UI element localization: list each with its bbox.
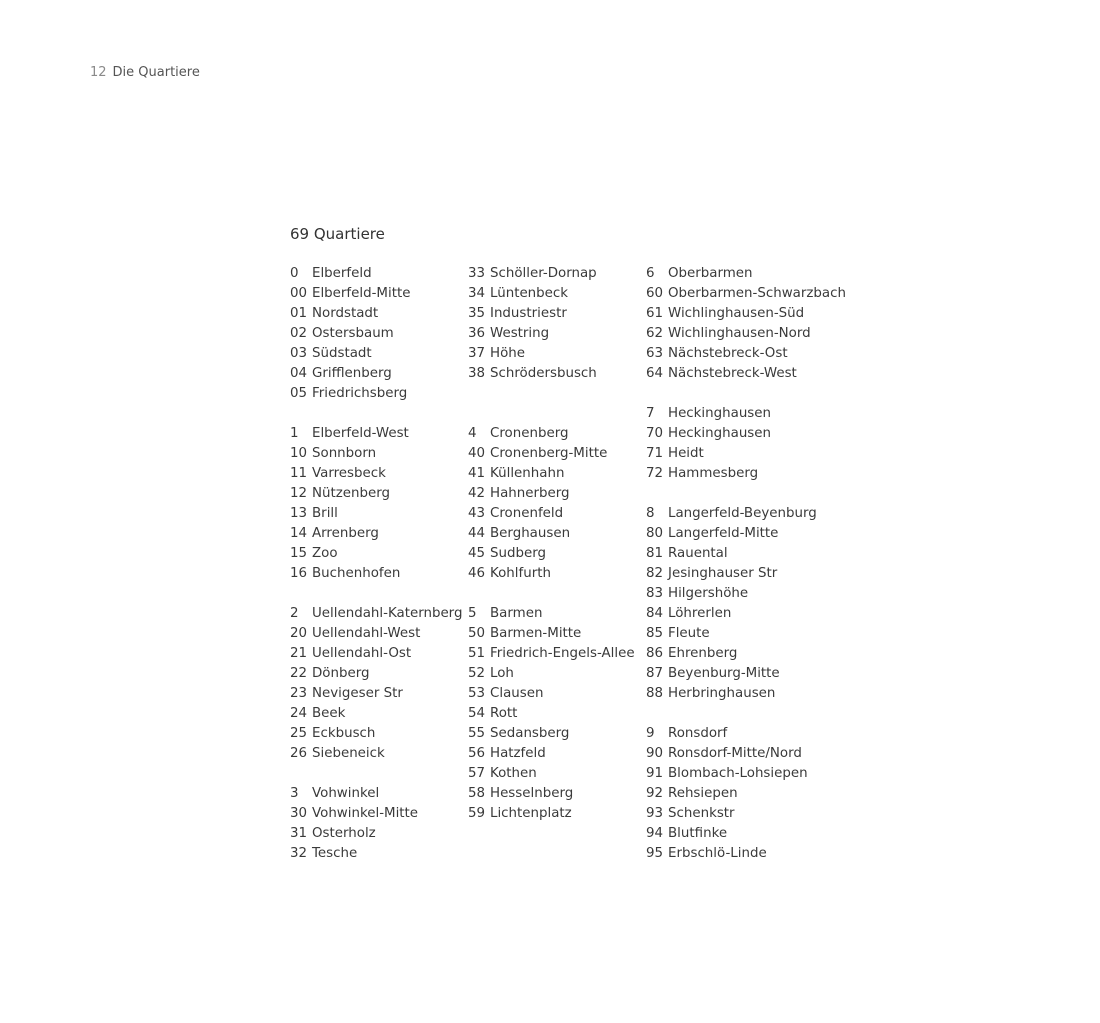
quarter-name: Westring: [490, 326, 550, 341]
quarter-row: [290, 624, 462, 644]
quarter-number: 60: [646, 286, 664, 301]
quarter-number: 36: [468, 326, 486, 341]
quarter-number: 31: [290, 826, 308, 841]
quarter-name: Hahnerberg: [490, 486, 570, 501]
quarter-number: 91: [646, 766, 664, 781]
quarter-row: [290, 844, 462, 864]
quarter-row: [468, 704, 635, 724]
quarter-number: 92: [646, 786, 664, 801]
quarter-number: 04: [290, 366, 308, 381]
quarter-number: 80: [646, 526, 664, 541]
quarter-number: 95: [646, 846, 664, 861]
quarter-number: 26: [290, 746, 308, 761]
quarter-row: [468, 544, 635, 564]
quarter-group: [646, 264, 846, 384]
quarter-number: 56: [468, 746, 486, 761]
quarter-number: 88: [646, 686, 664, 701]
quarter-number: 58: [468, 786, 486, 801]
quarter-number: 51: [468, 646, 486, 661]
quarter-name: Hesselnberg: [490, 786, 574, 801]
quarter-row: [290, 604, 462, 624]
quarter-row: [290, 784, 462, 804]
quarter-number: 81: [646, 546, 664, 561]
quarter-name: Sedansberg: [490, 726, 570, 741]
quarter-name: Vohwinkel-Mitte: [312, 806, 419, 821]
quarter-name: Südstadt: [312, 346, 372, 361]
quarter-row: [290, 564, 462, 584]
quarter-number: 33: [468, 266, 486, 281]
quarter-name: Nächstebreck-Ost: [668, 346, 788, 361]
quarter-row: [468, 764, 635, 784]
quarter-number: 46: [468, 566, 486, 581]
quarter-row: [290, 744, 462, 764]
quarter-column-2: [468, 264, 635, 844]
quarter-number: 84: [646, 606, 664, 621]
quarter-name: Elberfeld-Mitte: [312, 286, 411, 301]
quarter-name: Sonnborn: [312, 446, 377, 461]
quarter-name: Höhe: [490, 346, 525, 361]
quarter-number: 50: [468, 626, 486, 641]
quarter-name: Schöller-Dornap: [490, 266, 597, 281]
quarter-number: 85: [646, 626, 664, 641]
quarter-number: 63: [646, 346, 664, 361]
quarter-name: Oberbarmen-Schwarzbach: [668, 286, 846, 301]
quarter-row: [646, 804, 846, 824]
quarter-name: Eckbusch: [312, 726, 376, 741]
quarter-group: [468, 424, 635, 584]
quarter-name: Uellendahl-Katernberg: [312, 606, 463, 621]
quarter-row: [468, 744, 635, 764]
quarter-row: [468, 524, 635, 544]
quarter-number: 71: [646, 446, 664, 461]
quarter-number: 3: [290, 786, 299, 801]
quarter-row: [290, 284, 462, 304]
quarter-name: Kohlfurth: [490, 566, 551, 581]
quarter-row: [468, 644, 635, 664]
quarter-group: [646, 404, 846, 484]
quarter-number: 15: [290, 546, 308, 561]
quarter-name: Nächstebreck-West: [668, 366, 797, 381]
quarter-row: [290, 804, 462, 824]
quarter-row: [646, 644, 846, 664]
quarter-number: 1: [290, 426, 299, 441]
quarter-column-3: [646, 264, 846, 884]
quarter-row: [468, 304, 635, 324]
quarter-row: [468, 444, 635, 464]
quarter-name: Hatzfeld: [490, 746, 546, 761]
quarter-name: Herbringhausen: [668, 686, 776, 701]
quarter-number: 41: [468, 466, 486, 481]
quarter-row: [646, 344, 846, 364]
quarter-row: [290, 344, 462, 364]
quarter-name: Varresbeck: [312, 466, 386, 481]
quarter-name: Nordstadt: [312, 306, 379, 321]
quarter-name: Arrenberg: [312, 526, 379, 541]
quarter-name: Dönberg: [312, 666, 370, 681]
quarter-group: [290, 604, 462, 764]
quarter-name: Nützenberg: [312, 486, 391, 501]
quarter-group: [646, 504, 846, 704]
quarter-number: 12: [290, 486, 308, 501]
quarter-name: Cronenberg: [490, 426, 569, 441]
quarter-row: [468, 484, 635, 504]
quarter-number: 25: [290, 726, 308, 741]
quarter-name: Elberfeld: [312, 266, 372, 281]
quarter-row: [468, 784, 635, 804]
quarter-row: [290, 264, 462, 284]
quarter-name: Cronenfeld: [490, 506, 564, 521]
quarter-group: [290, 784, 462, 864]
quarter-name: Barmen: [490, 606, 543, 621]
quarter-number: 6: [646, 266, 655, 281]
quarter-number: 14: [290, 526, 308, 541]
quarter-number: 54: [468, 706, 486, 721]
quarter-name: Loh: [490, 666, 514, 681]
quarter-row: [646, 364, 846, 384]
quarter-name: Rehsiepen: [668, 786, 738, 801]
quarter-row: [646, 464, 846, 484]
quarter-row: [468, 604, 635, 624]
quarter-row: [646, 264, 846, 284]
quarter-number: 13: [290, 506, 308, 521]
quarter-number: 37: [468, 346, 486, 361]
quarter-row: [646, 844, 846, 864]
quarter-row: [468, 724, 635, 744]
quarter-row: [646, 284, 846, 304]
quarter-row: [646, 304, 846, 324]
quarter-number: 0: [290, 266, 299, 281]
quarter-row: [646, 604, 846, 624]
quarter-group: [646, 724, 846, 864]
quarter-number: 64: [646, 366, 664, 381]
quarter-name: Uellendahl-West: [312, 626, 421, 641]
quarter-number: 05: [290, 386, 308, 401]
quarter-row: [646, 524, 846, 544]
quarter-row: [646, 684, 846, 704]
quarter-row: [290, 684, 462, 704]
quarter-name: Beek: [312, 706, 346, 721]
quarter-row: [468, 664, 635, 684]
quarter-row: [646, 444, 846, 464]
quarter-name: Industriestr: [490, 306, 567, 321]
quarter-name: Berghausen: [490, 526, 571, 541]
quarter-name: Erbschlö-Linde: [668, 846, 767, 861]
quarter-name: Jesinghauser Str: [668, 566, 778, 581]
quarter-row: [290, 524, 462, 544]
quarter-number: 94: [646, 826, 664, 841]
quarter-name: Friedrich-Engels-Allee: [490, 646, 635, 661]
quarter-name: Barmen-Mitte: [490, 626, 582, 641]
quarter-number: 2: [290, 606, 299, 621]
quarter-number: 11: [290, 466, 308, 481]
quarter-row: [646, 664, 846, 684]
quarter-number: 70: [646, 426, 664, 441]
quarter-number: 55: [468, 726, 486, 741]
quarter-number: 21: [290, 646, 308, 661]
quarter-number: 22: [290, 666, 308, 681]
quarter-group: [468, 604, 635, 824]
quarter-number: 34: [468, 286, 486, 301]
section-title: Die Quartiere: [112, 65, 200, 80]
quarter-number: 90: [646, 746, 664, 761]
page-title: 69 Quartiere: [290, 225, 385, 243]
quarter-number: 23: [290, 686, 308, 701]
quarter-name: Heckinghausen: [668, 406, 772, 421]
quarter-row: [646, 824, 846, 844]
quarter-name: Kothen: [490, 766, 537, 781]
quarter-row: [290, 464, 462, 484]
quarter-row: [646, 324, 846, 344]
quarter-row: [290, 644, 462, 664]
quarter-row: [646, 564, 846, 584]
quarter-name: Vohwinkel: [312, 786, 380, 801]
quarter-row: [290, 304, 462, 324]
quarter-name: Beyenburg-Mitte: [668, 666, 780, 681]
quarter-number: 72: [646, 466, 664, 481]
quarter-row: [290, 364, 462, 384]
quarter-number: 43: [468, 506, 486, 521]
quarter-name: Elberfeld-West: [312, 426, 409, 441]
quarter-row: [646, 404, 846, 424]
quarter-name: Wichlinghausen-Süd: [668, 306, 805, 321]
page-number: 12: [90, 65, 107, 80]
quarter-number: [468, 384, 490, 404]
quarter-name: Fleute: [668, 626, 710, 641]
quarter-row: [468, 464, 635, 484]
quarter-name: Ostersbaum: [312, 326, 394, 341]
quarter-row: [646, 624, 846, 644]
quarter-row: [646, 724, 846, 744]
quarter-number: 03: [290, 346, 308, 361]
quarter-row: [646, 504, 846, 524]
quarter-row: [468, 264, 635, 284]
quarter-number: 10: [290, 446, 308, 461]
quarter-number: 59: [468, 806, 486, 821]
quarter-name: Löhrerlen: [668, 606, 732, 621]
quarter-number: 7: [646, 406, 655, 421]
quarter-name: Friedrichsberg: [312, 386, 408, 401]
quarter-row: [646, 424, 846, 444]
quarter-number: 83: [646, 586, 664, 601]
quarter-name: Brill: [312, 506, 338, 521]
quarter-row: [290, 824, 462, 844]
quarter-row: [468, 684, 635, 704]
quarter-name: Langerfeld-Mitte: [668, 526, 779, 541]
quarter-name: Lichtenplatz: [490, 806, 572, 821]
quarter-row: [290, 384, 462, 404]
quarter-name: Hammesberg: [668, 466, 759, 481]
quarter-number: 9: [646, 726, 655, 741]
quarter-name: Küllenhahn: [490, 466, 565, 481]
quarter-number: 8: [646, 506, 655, 521]
quarter-number: 52: [468, 666, 486, 681]
quarter-number: 24: [290, 706, 308, 721]
quarter-row: [646, 744, 846, 764]
quarter-row: [468, 344, 635, 364]
quarter-number: 16: [290, 566, 308, 581]
quarter-number: 53: [468, 686, 486, 701]
quarter-number: 87: [646, 666, 664, 681]
quarter-group: [290, 424, 462, 584]
running-head: [90, 65, 200, 80]
quarter-name: Nevigeser Str: [312, 686, 403, 701]
quarter-name: Sudberg: [490, 546, 546, 561]
quarter-name: Wichlinghausen-Nord: [668, 326, 811, 341]
quarter-name: Cronenberg-Mitte: [490, 446, 608, 461]
quarter-name: Lüntenbeck: [490, 286, 569, 301]
quarter-name: Siebeneick: [312, 746, 385, 761]
quarter-row: [468, 804, 635, 824]
quarter-name: Langerfeld-Beyenburg: [668, 506, 817, 521]
quarter-name: Heidt: [668, 446, 704, 461]
quarter-row: [468, 624, 635, 644]
quarter-name: Buchenhofen: [312, 566, 401, 581]
quarter-row: [290, 424, 462, 444]
quarter-name: Zoo: [312, 546, 338, 561]
quarter-name: Blombach-Lohsiepen: [668, 766, 808, 781]
quarter-name: Rauental: [668, 546, 728, 561]
quarter-number: 57: [468, 766, 486, 781]
quarter-row: [468, 364, 635, 384]
quarter-number: 20: [290, 626, 308, 641]
quarter-row: [468, 504, 635, 524]
quarter-row: [290, 704, 462, 724]
quarter-group: [468, 264, 635, 404]
quarter-name: Schrödersbusch: [490, 366, 597, 381]
quarter-row: [646, 784, 846, 804]
quarter-number: 44: [468, 526, 486, 541]
quarter-number: 93: [646, 806, 664, 821]
quarter-name: Hilgershöhe: [668, 586, 749, 601]
quarter-number: 62: [646, 326, 664, 341]
quarter-row: [646, 764, 846, 784]
quarter-number: 35: [468, 306, 486, 321]
quarter-number: 45: [468, 546, 486, 561]
quarter-number: 30: [290, 806, 308, 821]
quarter-name: Osterholz: [312, 826, 376, 841]
quarter-number: 4: [468, 426, 477, 441]
quarter-row: [290, 504, 462, 524]
quarter-name: Schenkstr: [668, 806, 735, 821]
quarter-row: [290, 484, 462, 504]
quarter-name: Rott: [490, 706, 518, 721]
quarter-row: [290, 444, 462, 464]
quarter-name: Oberbarmen: [668, 266, 753, 281]
quarter-name: Ronsdorf: [668, 726, 728, 741]
quarter-number: 86: [646, 646, 664, 661]
quarter-row: [290, 324, 462, 344]
quarter-number: 32: [290, 846, 308, 861]
quarter-number: 42: [468, 486, 486, 501]
quarter-name: Ronsdorf-Mitte/Nord: [668, 746, 802, 761]
quarter-row: [290, 544, 462, 564]
quarter-number: 82: [646, 566, 664, 581]
quarter-row: [468, 564, 635, 584]
quarter-number: 02: [290, 326, 308, 341]
quarter-number: 61: [646, 306, 664, 321]
quarter-name: Tesche: [312, 846, 358, 861]
quarter-name: Clausen: [490, 686, 544, 701]
quarter-number: 00: [290, 286, 308, 301]
quarter-row: [646, 584, 846, 604]
quarter-name: Heckinghausen: [668, 426, 772, 441]
quarter-name: Blutfinke: [668, 826, 728, 841]
quarter-number: 40: [468, 446, 486, 461]
quarter-column-1: [290, 264, 462, 884]
quarter-row: [468, 384, 635, 404]
quarter-name: Grifflenberg: [312, 366, 392, 381]
quarter-row: [646, 544, 846, 564]
quarter-row: [290, 724, 462, 744]
quarter-name: Ehrenberg: [668, 646, 738, 661]
quarter-row: [468, 424, 635, 444]
quarter-number: 38: [468, 366, 486, 381]
quarter-number: 5: [468, 606, 477, 621]
quarter-number: 01: [290, 306, 308, 321]
quarter-name: Uellendahl-Ost: [312, 646, 412, 661]
quarter-row: [468, 324, 635, 344]
quarter-group: [290, 264, 462, 404]
quarter-row: [290, 664, 462, 684]
quarter-row: [468, 284, 635, 304]
